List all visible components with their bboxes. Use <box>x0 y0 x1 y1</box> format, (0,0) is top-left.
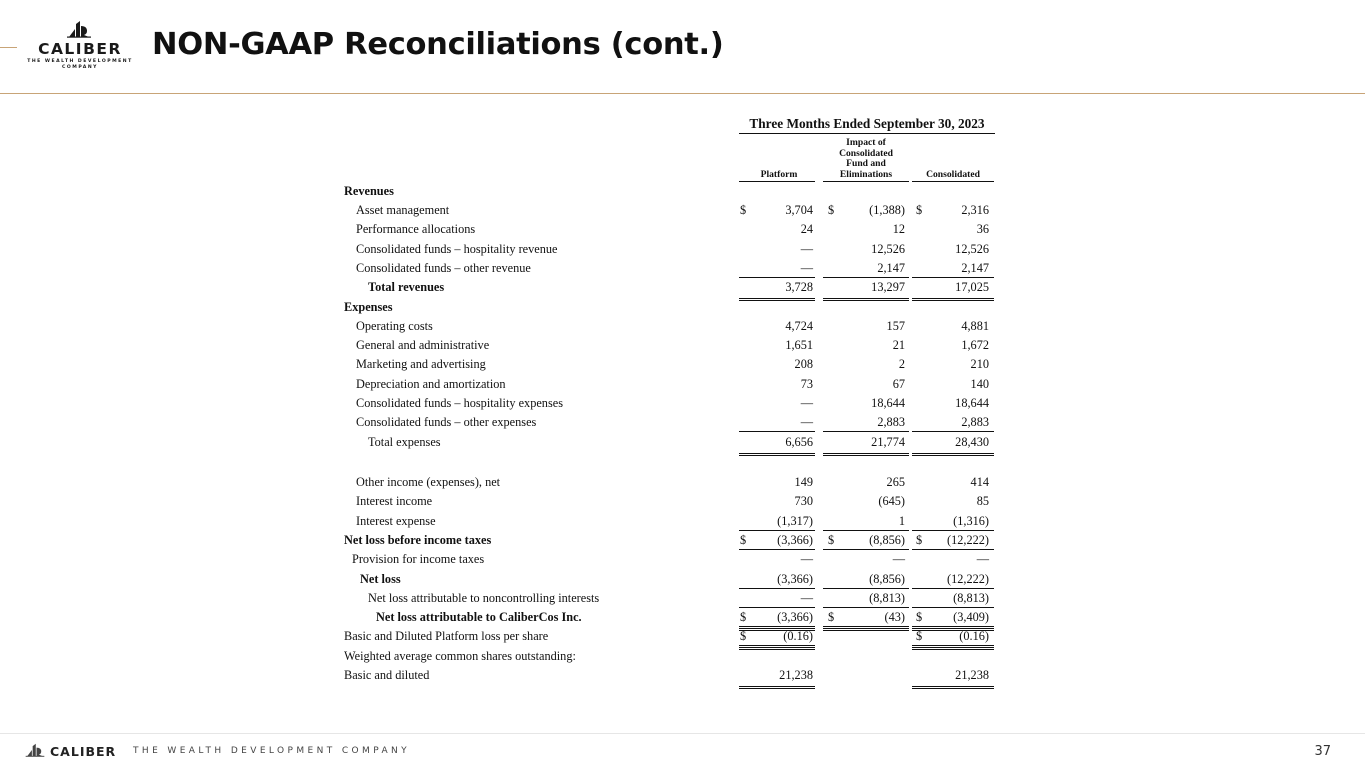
cell-consolidated: (0.16) <box>959 629 989 643</box>
total-double-rule <box>912 455 994 456</box>
cell-platform: — <box>800 261 813 275</box>
subtotal-rule <box>912 549 994 550</box>
cell-impact: 12 <box>892 222 905 236</box>
currency-symbol: $ <box>740 610 747 624</box>
total-double-rule <box>823 628 909 629</box>
subtotal-rule <box>912 431 994 432</box>
period-heading: Three Months Ended September 30, 2023 <box>749 116 985 131</box>
subtotal-rule <box>912 588 994 589</box>
row-label: Total expenses <box>368 435 441 449</box>
total-double-rule <box>823 300 909 301</box>
column-header-impact-line: Consolidated <box>839 147 893 159</box>
total-double-rule <box>823 298 909 299</box>
row-label: Total revenues <box>368 280 445 294</box>
currency-symbol: $ <box>916 629 923 643</box>
cell-impact: (645) <box>878 494 905 508</box>
row-label: Basic and Diluted Platform loss per share <box>344 629 549 643</box>
total-double-rule <box>912 453 994 454</box>
subtotal-rule <box>823 549 909 550</box>
cell-consolidated: 28,430 <box>955 435 989 449</box>
cell-impact: 21 <box>892 338 905 352</box>
logo-tagline-line2: COMPANY <box>61 65 99 70</box>
row-label: General and administrative <box>356 338 490 352</box>
cell-platform: 149 <box>794 475 813 489</box>
subtotal-rule <box>739 645 815 646</box>
total-double-rule <box>912 300 994 301</box>
cell-consolidated: 210 <box>970 357 989 371</box>
cell-consolidated: 414 <box>970 475 989 489</box>
cell-impact: 2,883 <box>877 415 905 429</box>
cell-platform: (0.16) <box>783 629 813 643</box>
row-label: Net loss <box>360 572 401 586</box>
cell-platform: (3,366) <box>777 533 813 547</box>
cell-impact: 13,297 <box>871 280 905 294</box>
cell-consolidated: 85 <box>976 494 989 508</box>
subtotal-rule <box>823 431 909 432</box>
cell-platform: — <box>800 591 813 605</box>
row-label: Net loss attributable to CaliberCos Inc. <box>376 610 582 624</box>
cell-consolidated: 18,644 <box>955 396 989 410</box>
cell-impact: (8,856) <box>869 572 905 586</box>
cell-consolidated: (8,813) <box>953 591 989 605</box>
row-label: Basic and diluted <box>344 668 430 682</box>
cell-consolidated: (12,222) <box>946 572 989 586</box>
currency-symbol: $ <box>916 533 923 547</box>
subtotal-rule <box>823 588 909 589</box>
currency-symbol: $ <box>828 203 835 217</box>
footer-building-logo-icon <box>24 743 46 757</box>
row-label: Marketing and advertising <box>356 357 486 371</box>
total-double-rule <box>912 298 994 299</box>
cell-platform: 24 <box>800 222 813 236</box>
subtotal-rule <box>823 530 909 531</box>
currency-symbol: $ <box>740 629 747 643</box>
total-double-rule <box>912 686 994 687</box>
cell-consolidated: 2,316 <box>961 203 989 217</box>
currency-symbol: $ <box>828 533 835 547</box>
page-number: 37 <box>1314 744 1331 759</box>
cell-consolidated: 21,238 <box>955 668 989 682</box>
cell-impact: 67 <box>892 377 905 391</box>
row-label: Consolidated funds – other expenses <box>356 415 537 429</box>
row-label: Other income (expenses), net <box>356 475 501 489</box>
subtotal-rule <box>739 530 815 531</box>
cell-platform: 4,724 <box>785 319 813 333</box>
subtotal-rule <box>739 277 815 278</box>
cell-impact: 2 <box>898 357 905 371</box>
cell-consolidated: (12,222) <box>946 533 989 547</box>
cell-impact: 2,147 <box>877 261 905 275</box>
cell-platform: — <box>800 396 813 410</box>
cell-consolidated: 140 <box>970 377 989 391</box>
row-label: Interest expense <box>356 514 436 528</box>
cell-impact: — <box>892 552 905 566</box>
column-header-impact-line: Impact of <box>846 137 886 148</box>
column-header-rule <box>912 181 994 182</box>
cell-consolidated: 2,147 <box>961 261 989 275</box>
subtotal-rule <box>912 277 994 278</box>
cell-platform: (1,317) <box>777 514 813 528</box>
row-label: Asset management <box>356 203 450 217</box>
total-double-rule <box>739 647 815 648</box>
column-header-consolidated: Consolidated <box>926 169 980 180</box>
row-label: Operating costs <box>356 319 433 333</box>
cell-impact: 265 <box>886 475 905 489</box>
cell-impact: (43) <box>884 610 905 624</box>
cell-impact: (8,813) <box>869 591 905 605</box>
currency-symbol: $ <box>916 610 923 624</box>
total-double-rule <box>823 455 909 456</box>
total-double-rule <box>912 649 994 650</box>
cell-impact: (1,388) <box>869 203 905 217</box>
row-label: Depreciation and amortization <box>356 377 506 391</box>
column-header-rule <box>823 181 909 182</box>
row-label: Net loss attributable to noncontrolling interests <box>368 591 600 605</box>
cell-platform: (3,366) <box>777 572 813 586</box>
cell-platform: 3,704 <box>785 203 813 217</box>
subtotal-rule <box>912 607 994 608</box>
total-double-rule <box>739 298 815 299</box>
cell-impact: 1 <box>898 514 905 528</box>
total-double-rule <box>912 647 994 648</box>
cell-impact: 21,774 <box>871 435 905 449</box>
cell-consolidated: 36 <box>976 222 989 236</box>
subtotal-rule <box>823 626 909 627</box>
total-double-rule <box>739 453 815 454</box>
subtotal-rule <box>739 431 815 432</box>
total-double-rule <box>739 649 815 650</box>
subtotal-rule <box>912 530 994 531</box>
footer-tagline: THE WEALTH DEVELOPMENT COMPANY <box>133 746 411 756</box>
row-label: Consolidated funds – other revenue <box>356 261 531 275</box>
column-header-impact-line: Eliminations <box>839 168 893 180</box>
currency-symbol: $ <box>740 533 747 547</box>
total-double-rule <box>739 686 815 687</box>
row-label: Revenues <box>344 184 394 198</box>
cell-consolidated: 4,881 <box>961 319 989 333</box>
cell-platform: (3,366) <box>777 610 813 624</box>
cell-platform: 21,238 <box>779 668 813 682</box>
cell-platform: 208 <box>794 357 813 371</box>
subtotal-rule <box>739 607 815 608</box>
total-double-rule <box>823 453 909 454</box>
column-header-impact <box>823 138 909 180</box>
cell-impact: 157 <box>886 319 905 333</box>
subtotal-rule <box>912 626 994 627</box>
row-label: Net loss before income taxes <box>344 533 492 547</box>
period-underline <box>739 133 995 134</box>
cell-consolidated: (3,409) <box>953 610 989 624</box>
row-label: Consolidated funds – hospitality expenses <box>356 396 563 410</box>
footer-divider <box>0 733 1365 734</box>
cell-consolidated: 17,025 <box>955 280 989 294</box>
cell-consolidated: 12,526 <box>955 242 989 256</box>
subtotal-rule <box>739 588 815 589</box>
cell-platform: 73 <box>800 377 813 391</box>
currency-symbol: $ <box>740 203 747 217</box>
subtotal-rule <box>912 645 994 646</box>
total-double-rule <box>739 300 815 301</box>
column-header-rule <box>739 181 815 182</box>
total-double-rule <box>739 688 815 689</box>
row-label: Interest income <box>356 494 433 508</box>
cell-consolidated: (1,316) <box>953 514 989 528</box>
cell-consolidated: 1,672 <box>961 338 989 352</box>
total-double-rule <box>739 455 815 456</box>
cell-platform: 730 <box>794 494 813 508</box>
cell-platform: 6,656 <box>785 435 813 449</box>
subtotal-rule <box>739 626 815 627</box>
total-double-rule <box>912 688 994 689</box>
cell-platform: 1,651 <box>785 338 813 352</box>
row-label: Consolidated funds – hospitality revenue <box>356 242 558 256</box>
cell-platform: — <box>800 242 813 256</box>
cell-platform: — <box>800 552 813 566</box>
cell-impact: 18,644 <box>871 396 905 410</box>
cell-platform: 3,728 <box>785 280 813 294</box>
row-label: Weighted average common shares outstanding: <box>344 649 576 663</box>
page-title: NON-GAAP Reconciliations (cont.) <box>152 27 724 62</box>
footer-brand: CALIBER <box>50 744 117 759</box>
total-double-rule <box>823 630 909 631</box>
cell-impact: 12,526 <box>871 242 905 256</box>
cell-impact: (8,856) <box>869 533 905 547</box>
logo-tagline-line1: THE WEALTH DEVELOPMENT <box>27 59 133 64</box>
cell-consolidated: — <box>976 552 989 566</box>
row-label: Provision for income taxes <box>352 552 485 566</box>
currency-symbol: $ <box>916 203 923 217</box>
column-header-impact-line: Fund and <box>846 158 886 169</box>
currency-symbol: $ <box>828 610 835 624</box>
row-label: Performance allocations <box>356 222 476 236</box>
cell-platform: — <box>800 415 813 429</box>
cell-consolidated: 2,883 <box>961 415 989 429</box>
row-label: Expenses <box>344 300 393 314</box>
subtotal-rule <box>739 549 815 550</box>
subtotal-rule <box>823 277 909 278</box>
column-header-platform: Platform <box>760 169 798 180</box>
logo-wordmark: CALIBER <box>38 40 122 58</box>
subtotal-rule <box>823 607 909 608</box>
